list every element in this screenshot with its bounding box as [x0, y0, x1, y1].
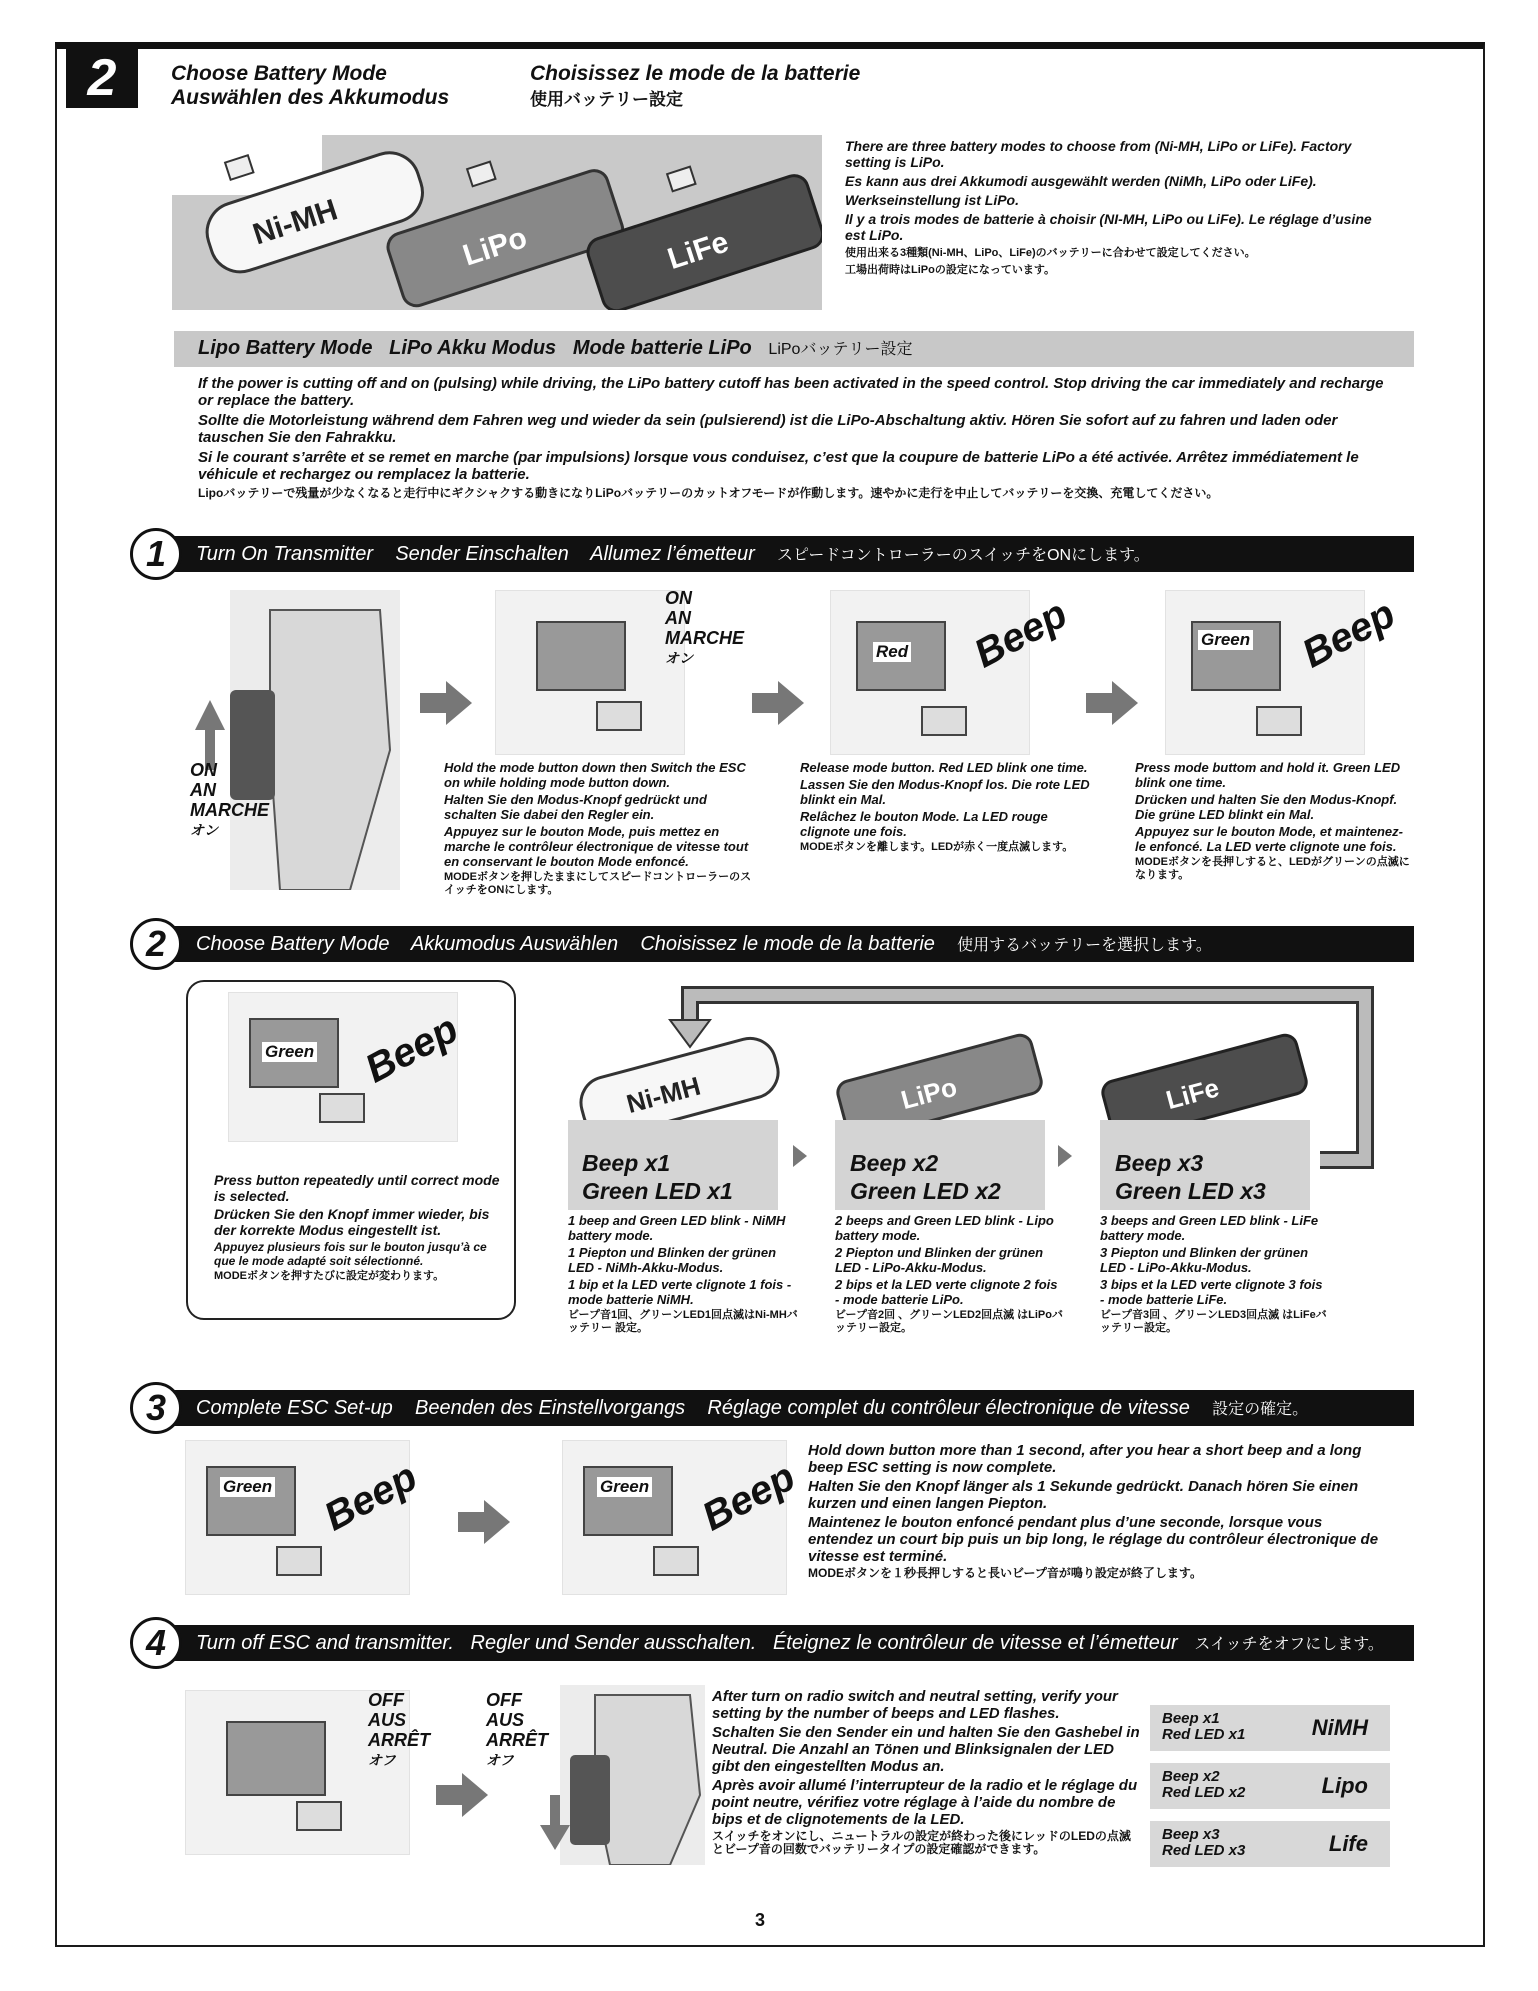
- cap-b-de: Lassen Sie den Modus-Knopf los. Die rote LED blinkt ein Mal.: [800, 777, 1090, 807]
- step1-de: Sender Einschalten: [395, 543, 569, 565]
- press-repeatedly-callout: [186, 980, 516, 1320]
- on-label-b-fr: MARCHE: [665, 628, 744, 648]
- mode3-de: 3 Piepton und Blinken der grünen LED - LiPo-Akku-Modus.: [1100, 1245, 1309, 1275]
- step3-text-jp: MODEボタンを１秒長押しすると長いビープ音が鳴り設定が終了します。: [808, 1566, 1202, 1580]
- verify-row-2-mode: Lipo: [1321, 1773, 1368, 1798]
- verify-row-3-mode: Life: [1328, 1831, 1368, 1856]
- step2-jp: 使用するバッテリーを選択します。: [957, 937, 1212, 954]
- lipo-warning: [198, 375, 1398, 503]
- step2-number: 2: [130, 918, 182, 970]
- verify-row-3: [1150, 1821, 1390, 1867]
- step3-en: Complete ESC Set-up: [196, 1397, 393, 1419]
- off-b-jp: オフ: [486, 1752, 514, 1768]
- step1-on-labels: [190, 760, 269, 840]
- cap-a-jp: MODEボタンを押したままにしてスピードコントローラーのスイッチをONにします。: [444, 871, 752, 896]
- step2-de: Akkumodus Auswählen: [410, 933, 619, 955]
- off-a-jp: オフ: [368, 1752, 396, 1768]
- intro-en: There are three battery modes to choose from (Ni-MH, LiPo or LiFe). Factory setting is LiPo.: [845, 138, 1352, 170]
- step1-caption-a: [444, 760, 754, 899]
- mode2-de: 2 Piepton und Blinken der grünen LED - LiPo-Akku-Modus.: [835, 1245, 1044, 1275]
- callout-beep-label: Beep: [358, 1006, 466, 1092]
- step1-caption-b: [800, 760, 1100, 856]
- step4-fr: Éteignez le contrôleur de vitesse et l’émetteur: [772, 1632, 1178, 1654]
- step4-text-jp: スイッチをオンにし、ニュートラルの設定が終わった後にレッドのLEDの点滅とビープ音の回数でバッテリータイプの設定確認ができます。: [712, 1829, 1131, 1856]
- led-green-label: Green: [1198, 630, 1253, 650]
- esc-illustration-a: [495, 590, 685, 755]
- verify-row-3-led: Red LED x3: [1162, 1842, 1246, 1859]
- mode2-battery-name: LiPo: [897, 1071, 960, 1116]
- callout-de: Drücken Sie den Knopf immer wieder, bis der korrekte Modus eingestellt ist.: [214, 1206, 490, 1238]
- cap-a-de: Halten Sie den Modus-Knopf gedrückt und schalten Sie dabei den Regler ein.: [444, 792, 707, 822]
- mode1-caption: [568, 1213, 798, 1337]
- title-en: Choose Battery Mode: [171, 62, 387, 85]
- lipo-warning-jp: Lipoバッテリーで残量が少なくなると走行中にギクシャクする動きになりLiPoバッテリーのカットオフモードが作動します。速やかに走行を中止してバッテリーを交換、充電してください。: [198, 486, 1219, 500]
- mode3-jp: ビープ音3回 、グリーンLED3回点滅 はLiFeバッテリー設定。: [1100, 1309, 1327, 1334]
- title-fr: Choisissez le mode de la batterie: [530, 62, 861, 85]
- mode1-battery-name: Ni-MH: [623, 1070, 704, 1120]
- step4-text-fr: Après avoir allumé l’interrupteur de la radio et le réglage du point neutre, vérifiez votre réglage à l’aide du nombre de bips et de clignotements de la LED.: [712, 1777, 1138, 1828]
- mode2-beep: Beep x2: [850, 1150, 939, 1176]
- step3-number: 3: [130, 1382, 182, 1434]
- intro-de1: Es kann aus drei Akkumodi ausgewählt werden (NiMh, LiPo oder LiFe).: [845, 173, 1317, 189]
- cap-b-en: Release mode button. Red LED blink one time.: [800, 760, 1088, 775]
- arrow-1c: [1086, 693, 1112, 713]
- mode-arrow-2: [1058, 1145, 1072, 1167]
- step4-jp: スイッチをオフにします。: [1194, 1636, 1384, 1653]
- step4-transmitter-illustration: [540, 1685, 705, 1865]
- on-label-de: AN: [190, 780, 216, 800]
- on-label-en: ON: [190, 760, 217, 780]
- off-a-de: AUS: [368, 1710, 407, 1730]
- step3-text-de: Halten Sie den Knopf länger als 1 Sekunde gedrückt. Danach hören Sie einen kurzen und einen langen Piepton.: [808, 1478, 1359, 1512]
- mode2-en: 2 beeps and Green LED blink - Lipo battery mode.: [835, 1213, 1054, 1243]
- callout-fr: Appuyez plusieurs fois sur le bouton jusqu’à ce que le mode adapté soit sélectionné.: [214, 1240, 487, 1268]
- on-label-b-en: ON: [665, 588, 692, 608]
- battery-illustration: [172, 135, 822, 310]
- mode3-led: Green LED x3: [1115, 1178, 1266, 1204]
- step4-text-de: Schalten Sie den Sender ein und halten Sie den Gashebel in Neutral. Die Anzahl an Tönen und Blinksignalen der LED gibt den eingestellten Modus an.: [712, 1724, 1140, 1775]
- intro-text: [845, 138, 1385, 280]
- step2-bar: [148, 926, 1414, 962]
- arrow-4-head: [462, 1773, 488, 1817]
- mode1-led: Green LED x1: [582, 1178, 733, 1204]
- on-label-jp: オン: [190, 822, 218, 838]
- arrow-3: [458, 1512, 484, 1532]
- step1-caption-c: [1135, 760, 1410, 884]
- battery-label-nimh: Ni-MH: [248, 193, 342, 252]
- on-label-fr: MARCHE: [190, 800, 269, 820]
- intro-fr: Il y a trois modes de batterie à choisir (NI-MH, LiPo ou LiFe). Le réglage d’usine est LiPo.: [845, 211, 1372, 243]
- lipo-band-en: Lipo Battery Mode: [198, 337, 373, 359]
- lipo-band-de: LiPo Akku Modus: [389, 337, 557, 359]
- step4-bar: [148, 1625, 1414, 1661]
- cap-c-en: Press mode buttom and hold it. Green LED blink one time.: [1135, 760, 1401, 790]
- mode2-jp: ビープ音2回 、グリーンLED2回点滅 はLiPoバッテリー設定。: [835, 1309, 1063, 1334]
- off-b-en: OFF: [486, 1690, 522, 1710]
- step4-de: Regler und Sender ausschalten.: [470, 1632, 757, 1654]
- led-red-label: Red: [873, 642, 911, 662]
- step4-off-labels-b: [486, 1690, 548, 1770]
- title-jp: 使用バッテリー設定: [530, 90, 683, 109]
- intro-jp2: 工場出荷時はLiPoの設定になっています。: [845, 264, 1055, 276]
- cap-c-fr: Appuyez sur le bouton Mode, et maintenez-le enfoncé. La LED verte clignote une fois.: [1135, 824, 1403, 854]
- arrow-1b-head: [778, 681, 804, 725]
- mode1-en: 1 beep and Green LED blink - NiMH battery mode.: [568, 1213, 786, 1243]
- step3-beep-a: Beep: [317, 1454, 425, 1540]
- verify-row-1-signals: [1162, 1711, 1245, 1743]
- cap-b-fr: Relâchez le bouton Mode. La LED rouge clignote une fois.: [800, 809, 1048, 839]
- lipo-warning-de: Sollte die Motorleistung während dem Fahren weg und wieder da sein (pulsierend) ist die LiPo-Abschaltung aktiv. Hören Sie sofort auf zu fahren und laden oder tauschen Sie den Fahrakku.: [198, 412, 1338, 446]
- section-number: 2: [66, 48, 138, 108]
- verify-row-3-beep: Beep x3: [1162, 1826, 1220, 1843]
- step3-text: [808, 1442, 1388, 1582]
- verify-row-1-beep: Beep x1: [1162, 1710, 1220, 1727]
- esc-illustration-b: [830, 590, 1030, 755]
- mode3-battery-name: LiFe: [1162, 1072, 1223, 1116]
- mode1-beep: Beep x1: [582, 1150, 671, 1176]
- step3-de: Beenden des Einstellvorgangs: [415, 1397, 686, 1419]
- arrow-4: [436, 1785, 462, 1805]
- step3-text-fr: Maintenez le bouton enfoncé pendant plus d’une seconde, lorsque vous entendez un court bip puis un bip long, le réglage du contrôleur électronique de vitesse est terminé.: [808, 1514, 1379, 1565]
- step3-text-en: Hold down button more than 1 second, after you hear a short beep and a long beep ESC setting is now complete.: [808, 1442, 1362, 1476]
- arrow-1b: [752, 693, 778, 713]
- callout-jp: MODEボタンを押すたびに設定が変わります。: [214, 1270, 445, 1282]
- mode1-fr: 1 bip et la LED verte clignote 1 fois - mode batterie NiMH.: [568, 1277, 792, 1307]
- step4-text-en: After turn on radio switch and neutral setting, verify your setting by the number of beeps and LED flashes.: [712, 1688, 1118, 1722]
- callout-en: Press button repeatedly until correct mode is selected.: [214, 1172, 500, 1204]
- step1-fr: Allumez l’émetteur: [590, 543, 755, 565]
- mode3-en: 3 beeps and Green LED blink - LiFe battery mode.: [1100, 1213, 1319, 1243]
- cap-a-fr: Appuyez sur le bouton Mode, puis mettez en marche le contrôleur électronique de vitesse tout en conservant le bouton Mode enfoncé.: [444, 824, 749, 869]
- step3-beep-b: Beep: [695, 1454, 803, 1540]
- battery-label-life: LiFe: [663, 225, 733, 276]
- verify-row-3-signals: [1162, 1827, 1245, 1859]
- mode3-fr: 3 bips et la LED verte clignote 3 fois - mode batterie LiFe.: [1100, 1277, 1323, 1307]
- title-de: Auswählen des Akkumodus: [171, 86, 450, 109]
- verify-row-2-led: Red LED x2: [1162, 1784, 1246, 1801]
- off-b-de: AUS: [486, 1710, 525, 1730]
- verify-row-2-signals: [1162, 1769, 1245, 1801]
- intro-jp1: 使用出来る3種類(Ni-MH、LiPo、LiFe)のバッテリーに合わせて設定してください。: [845, 247, 1256, 259]
- step1-number: 1: [130, 528, 182, 580]
- mode2-led: Green LED x2: [850, 1178, 1001, 1204]
- step1-en: Turn On Transmitter: [196, 543, 374, 565]
- off-a-fr: ARRÊT: [368, 1730, 430, 1750]
- intro-de2: Werkseinstellung ist LiPo.: [845, 192, 1020, 208]
- arrow-1a-head: [446, 681, 472, 725]
- step1-jp: スピードコントローラーのスイッチをONにします。: [777, 547, 1150, 564]
- mode1-jp: ビープ音1回、グリーンLED1回点滅はNi-MHバッテリー 設定。: [568, 1309, 798, 1334]
- step3-green-a: Green: [220, 1477, 275, 1497]
- step2-fr: Choisissez le mode de la batterie: [640, 933, 935, 955]
- lipo-band-title: [198, 336, 912, 360]
- verify-row-2: [1150, 1763, 1390, 1809]
- cap-c-jp: MODEボタンを長押しすると、LEDがグリーンの点滅になります。: [1135, 856, 1410, 881]
- beep-label-c: Beep: [1295, 591, 1403, 677]
- mode1-de: 1 Piepton und Blinken der grünen LED - NiMh-Akku-Modus.: [568, 1245, 777, 1275]
- step4-en: Turn off ESC and transmitter.: [196, 1632, 454, 1654]
- mode2-fr: 2 bips et la LED verte clignote 2 fois - mode batterie LiPo.: [835, 1277, 1058, 1307]
- lipo-band-jp: LiPoバッテリー設定: [768, 341, 913, 358]
- verify-row-2-beep: Beep x2: [1162, 1768, 1220, 1785]
- lipo-warning-en: If the power is cutting off and on (pulsing) while driving, the LiPo battery cutoff has been activated in the speed control. Stop driving the car immediately and recharge or replace the battery.: [198, 375, 1384, 409]
- verify-row-1: [1150, 1705, 1390, 1751]
- arrow-3-head: [484, 1500, 510, 1544]
- verify-row-1-led: Red LED x1: [1162, 1726, 1246, 1743]
- cap-b-jp: MODEボタンを離します。LEDが赤く一度点滅します。: [800, 841, 1074, 853]
- mode2-caption: [835, 1213, 1065, 1337]
- step3-fr: Réglage complet du contrôleur électronique de vitesse: [707, 1397, 1190, 1419]
- mode-arrow-1: [793, 1145, 807, 1167]
- cap-c-de: Drücken und halten Sie den Modus-Knopf. Die grüne LED blinkt ein Mal.: [1135, 792, 1398, 822]
- step4-number: 4: [130, 1617, 182, 1669]
- lipo-warning-fr: Si le courant s’arrête et se remet en marche (par impulsions) lorsque vous conduisez, c’est que la coupure de batterie LiPo a été activée. Arrêtez immédiatement le véhicule et rechargez ou remplacez la batterie.: [198, 449, 1359, 483]
- beep-label-b: Beep: [967, 591, 1075, 677]
- transmitter-illustration: [180, 590, 410, 890]
- step4-text: [712, 1688, 1142, 1858]
- cap-a-en: Hold the mode button down then Switch the ESC on while holding mode button down.: [444, 760, 746, 790]
- lipo-band-fr: Mode batterie LiPo: [572, 337, 752, 359]
- mode3-beep: Beep x3: [1115, 1150, 1204, 1176]
- battery-label-lipo: LiPo: [458, 221, 531, 273]
- arrow-1a: [420, 693, 446, 713]
- mode3-caption: [1100, 1213, 1330, 1337]
- step2-en: Choose Battery Mode: [196, 933, 390, 955]
- arrow-1c-head: [1112, 681, 1138, 725]
- off-b-fr: ARRÊT: [486, 1730, 548, 1750]
- on-label-b-jp: オン: [665, 650, 693, 666]
- step3-green-b: Green: [597, 1477, 652, 1497]
- step4-off-labels-a: [368, 1690, 430, 1770]
- on-label-b-de: AN: [665, 608, 691, 628]
- step1-bar: [148, 536, 1414, 572]
- step3-bar: [148, 1390, 1414, 1426]
- verify-row-1-mode: NiMH: [1311, 1715, 1368, 1740]
- callout-green-label: Green: [262, 1042, 317, 1062]
- off-a-en: OFF: [368, 1690, 404, 1710]
- page-number: 3: [755, 1910, 766, 1930]
- esc-illustration-c: [1165, 590, 1365, 755]
- step3-jp: 設定の確定。: [1212, 1401, 1309, 1418]
- step1-on-labels-b: [665, 588, 744, 668]
- callout-text: [214, 1172, 504, 1285]
